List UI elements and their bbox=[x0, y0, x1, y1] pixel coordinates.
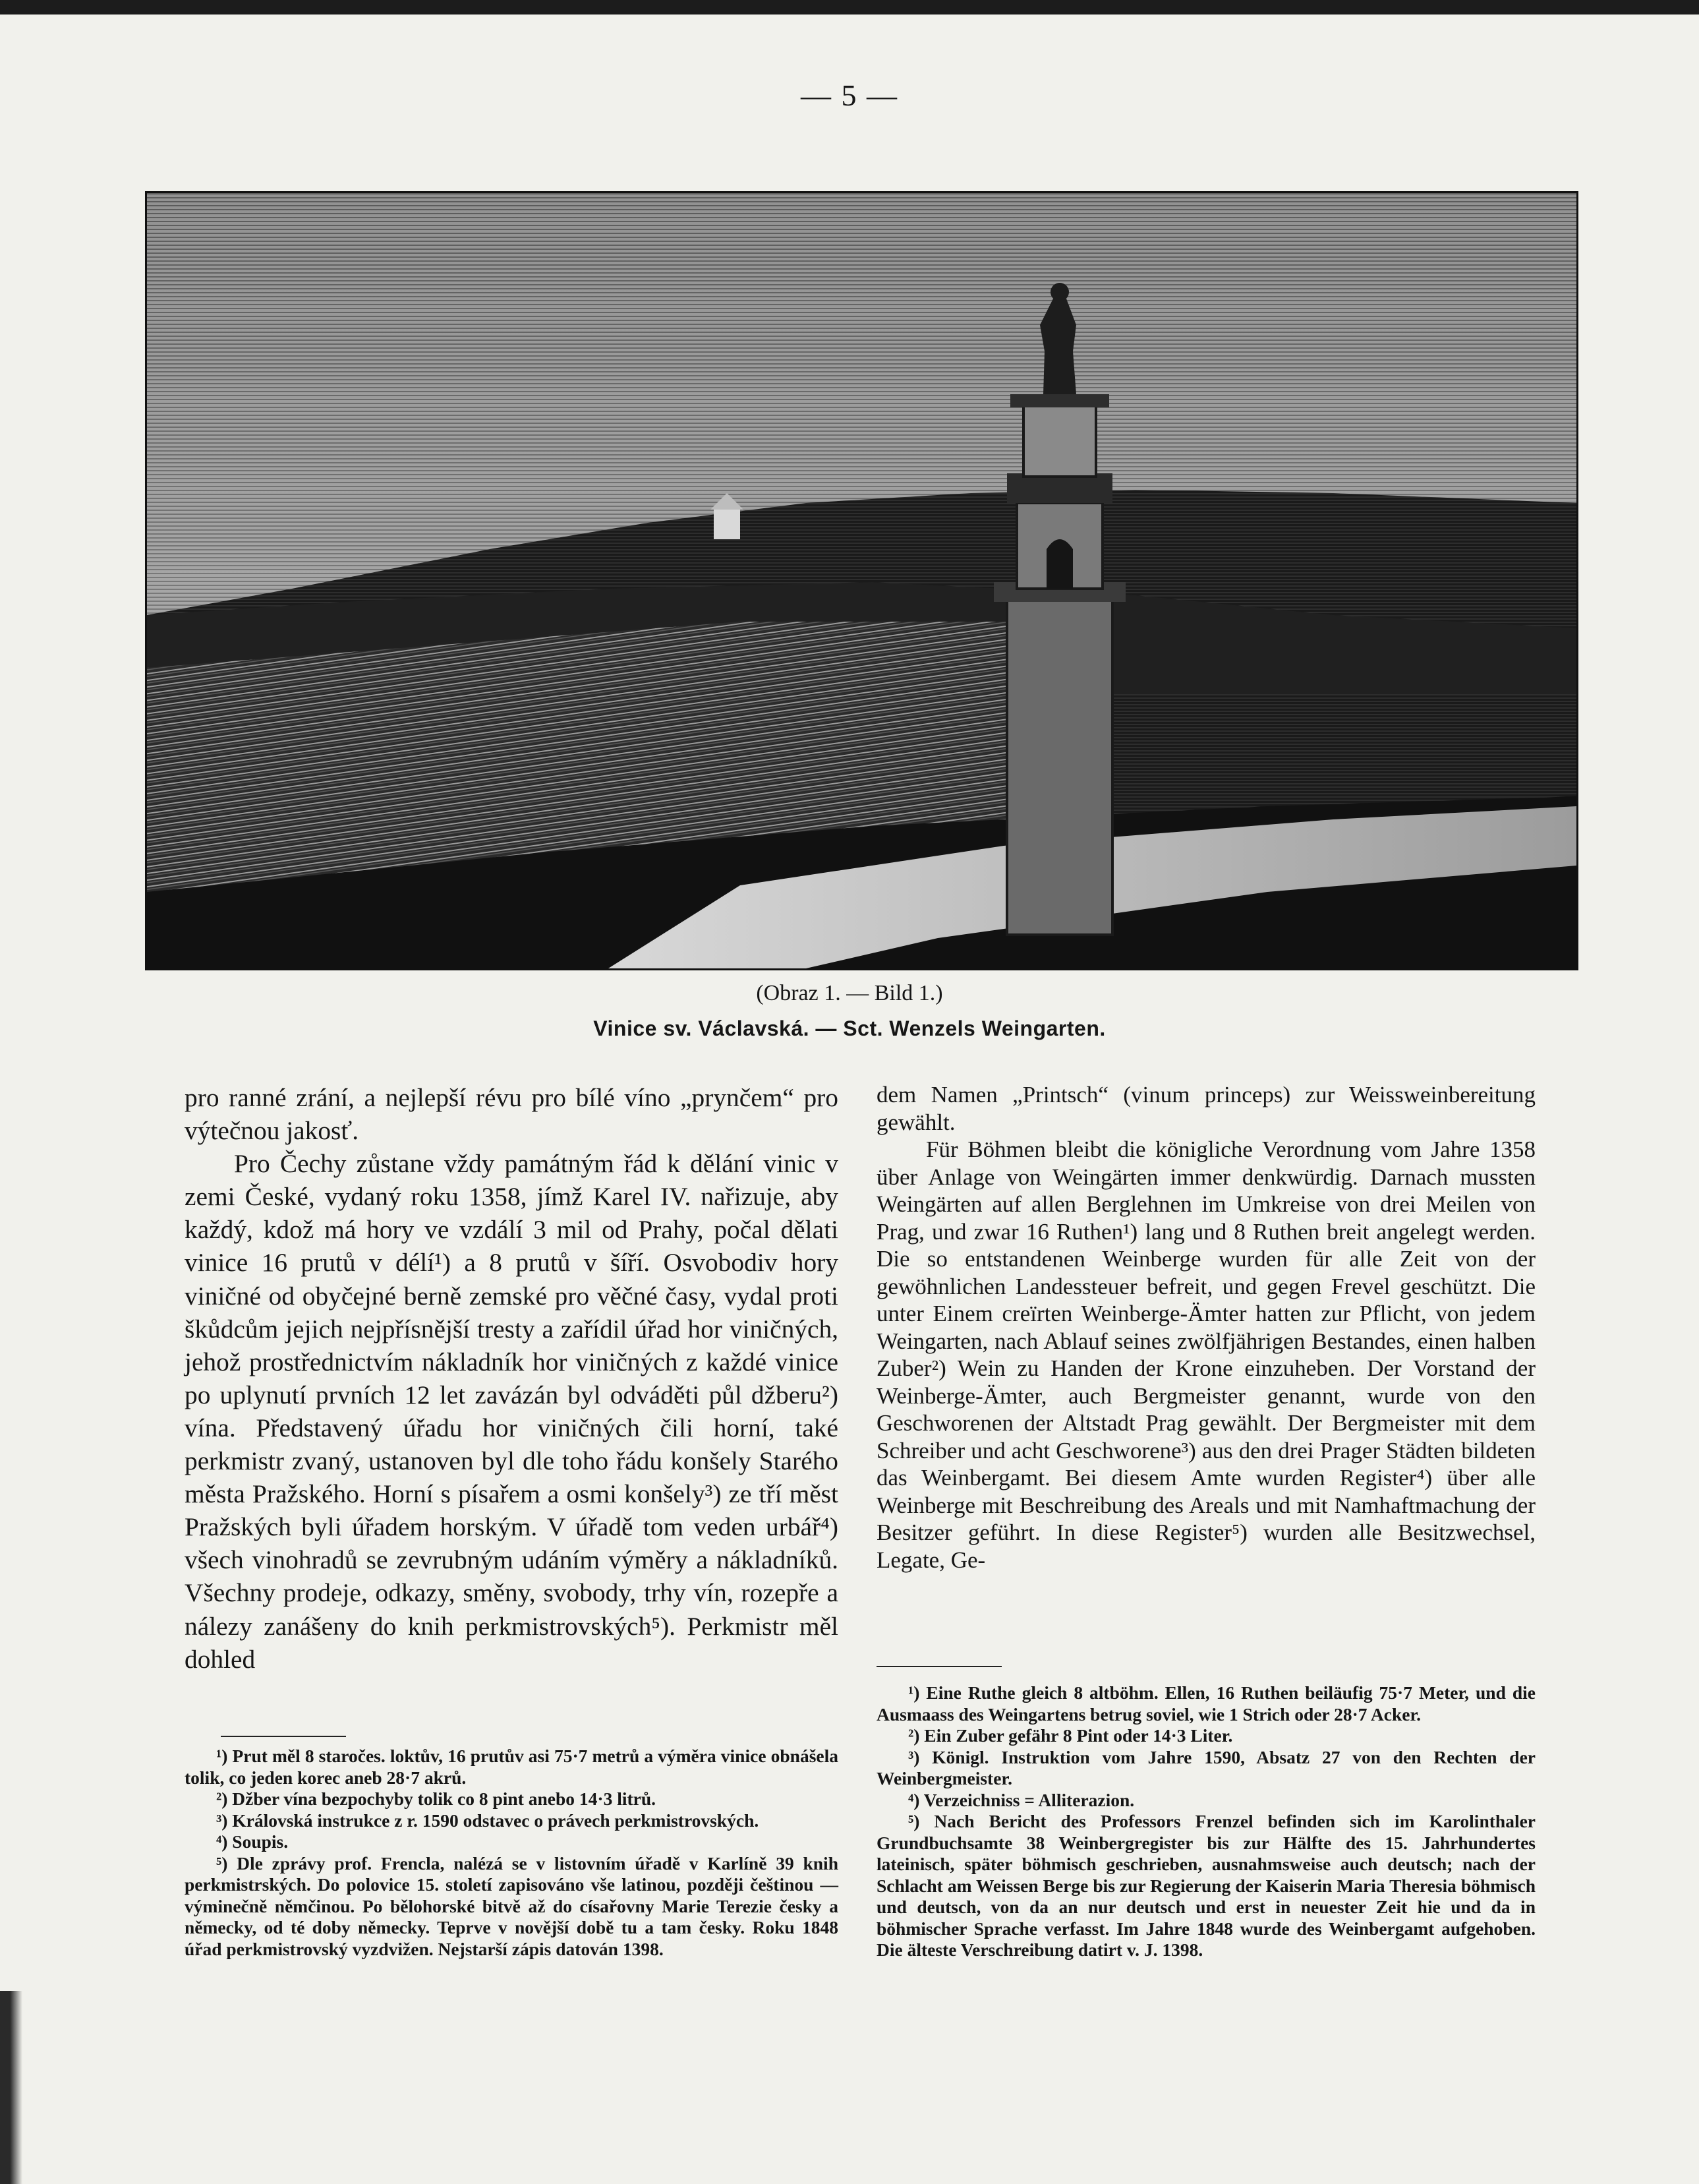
page-number: — 5 — bbox=[801, 78, 898, 112]
footnote: ⁴) Soupis. bbox=[216, 1831, 289, 1852]
column-niche bbox=[1047, 539, 1073, 589]
footnote-rule bbox=[221, 1736, 346, 1737]
figure-engraving bbox=[145, 191, 1578, 970]
distant-chapel bbox=[714, 510, 740, 539]
footnote: ³) Königl. Instruktion vom Jahre 1590, Absatz 27 von den Rechten der Weinbergmeister. bbox=[877, 1746, 1536, 1788]
footnote-rule bbox=[877, 1666, 1002, 1667]
figure-caption-title: Vinice sv. Václavská. — Sct. Wenzels Weingarten. bbox=[593, 1017, 1106, 1040]
footnotes-german bbox=[877, 1682, 1536, 1961]
engraving-illustration bbox=[147, 193, 1576, 968]
left-column-czech bbox=[185, 1081, 838, 1676]
footnotes-czech bbox=[185, 1746, 838, 1960]
statue-head bbox=[1051, 283, 1069, 301]
column-pedestal bbox=[1023, 404, 1096, 477]
column-base bbox=[1007, 589, 1112, 935]
pedestal-cap bbox=[1010, 394, 1109, 407]
footnote: ²) Džber vína bezpochyby tolik co 8 pint anebo 14·3 litrů. bbox=[216, 1788, 656, 1809]
footnote: ²) Ein Zuber gefähr 8 Pint oder 14·3 Liter. bbox=[908, 1725, 1233, 1746]
footnote: ³) Královská instrukce z r. 1590 odstavec o právech perkmistrovských. bbox=[216, 1810, 759, 1831]
paragraph: dem Namen „Printsch“ (vinum princeps) zur Weissweinbereitung gewählt. bbox=[877, 1082, 1536, 1135]
footnote: ¹) Eine Ruthe gleich 8 altböhm. Ellen, 16 Ruthen beiläufig 75·7 Meter, und die Ausmaass des Weingartens betrug soviel, wie 1 Strich oder 28·7 Acker. bbox=[877, 1682, 1536, 1725]
paragraph: Pro Čechy zůstane vždy památným řád k dělání vinic v zemi České, vydaný roku 1358, jímž Karel IV. nařizuje, aby každý, kdož má hory ve vzdálí 3 mil od Prahy, počal dělati vinice 16 prutů v délí¹) a 8 prutů v šíří. Osvobodiv hory viničné od obyčejné berně zemské pro věčné časy, vydal proti škůdcům jejich nejpřísnější tresty a zařídil úřad hor viničných, jehož prostřednictvím nákladník hor viničných z každé vinice po uplynutí prvních 12 let zavázán byl odváděti půl džberu²) vína. Představený úřadu hor viničných čili horní, také perkmistr zvaný, ustanoven byl dle toho řádu konšely Starého města Pražského. Horní s písařem a osmi konšely³) ze tří měst Pražských byli úřadem horským. V úřadě tom veden urbář⁴) všech vinohradů se zevrubným udáním výměry a nákladníků. Všechny prodeje, odkazy, směny, svobody, trhy vín, rozepře a nálezy zanášeny do knih perkmistrovských⁵). Perkmistr měl dohled bbox=[185, 1149, 838, 1674]
figure-caption-number: (Obraz 1. — Bild 1.) bbox=[756, 981, 943, 1005]
right-column-german bbox=[877, 1081, 1536, 1574]
scan-edge-top bbox=[0, 0, 1699, 15]
footnote: ⁵) Nach Bericht des Professors Frenzel befinden sich im Karolinthaler Grundbuchsamte 38 Weinbergregister bis zur Hälfte des 15. Jahrhundertes lateinisch, später böhmisch geschrieben, ausnahmsweise auch deutsch; nach der Schlacht am Weissen Berge bis zur Regierung der Kaiserin Maria Theresia böhmisch und deutsch, von da an nur deutsch und erst in neuester Zeit hie und da in böhmischer Sprache verfasst. Im Jahre 1848 wurde des Weinbergamt aufgehoben. Die älteste Verschreibung datirt v. J. 1398. bbox=[877, 1811, 1536, 1960]
scan-edge-left bbox=[0, 1991, 22, 2184]
footnote: ⁴) Verzeichniss = Alliterazion. bbox=[908, 1789, 1135, 1810]
paragraph: Für Böhmen bleibt die königliche Verordnung vom Jahre 1358 über Anlage von Weingärten immer denkwürdig. Darnach mussten Weingärten auf allen Berglehnen im Umkreise von drei Meilen von Prag, und zwar 16 Ruthen¹) lang und 8 Ruthen breit angelegt werden. Die so entstandenen Weinberge wurden für alle Zeit von der gewöhnlichen Landessteuer befreit, und gegen Frevel geschützt. Die unter Einem creïrten Weinberge-Ämter hatten zur Pflicht, von jedem Weingarten, nach Ablauf seines zwölfjährigen Bestandes, einen halben Zuber²) Wein zu Handen der Krone einzuheben. Der Vorstand der Weinberge-Ämter, auch Bergmeister genannt, wurde von den Geschworenen der Altstadt Prag gewählt. Der Bergmeister mit dem Schreiber und acht Geschworene³) aus den drei Prager Städten bildeten das Weinbergamt. Bei diesem Amte wurden Register⁴) über alle Weinberge mit Beschreibung des Areals und mit Namhaftmachung der Besitzer geführt. In diese Register⁵) wurden alle Besitzwechsel, Legate, Ge- bbox=[877, 1136, 1536, 1573]
footnote: ¹) Prut měl 8 staročes. loktův, 16 prutův asi 75·7 metrů a výměra vinice obnášela tolik, co jeden korec aneb 28·7 akrů. bbox=[185, 1746, 838, 1788]
paragraph: pro ranné zrání, a nejlepší révu pro bílé víno „prynčem“ pro výtečnou jakosť. bbox=[185, 1083, 838, 1146]
footnote: ⁵) Dle zprávy prof. Frencla, nalézá se v listovním úřadě v Karlíně 39 knih perkmistrských. Do polovice 15. století zapisováno vše latinou, později češtinou — výminečně němčinou. Po bělohorské bitvě až do císařovny Marie Terezie česky a německy, od té doby německy. Teprve v novější době tu a tam česky. Roku 1848 úřad perkmistrovský vyzdvižen. Nejstarší zápis datován 1398. bbox=[185, 1852, 838, 1959]
